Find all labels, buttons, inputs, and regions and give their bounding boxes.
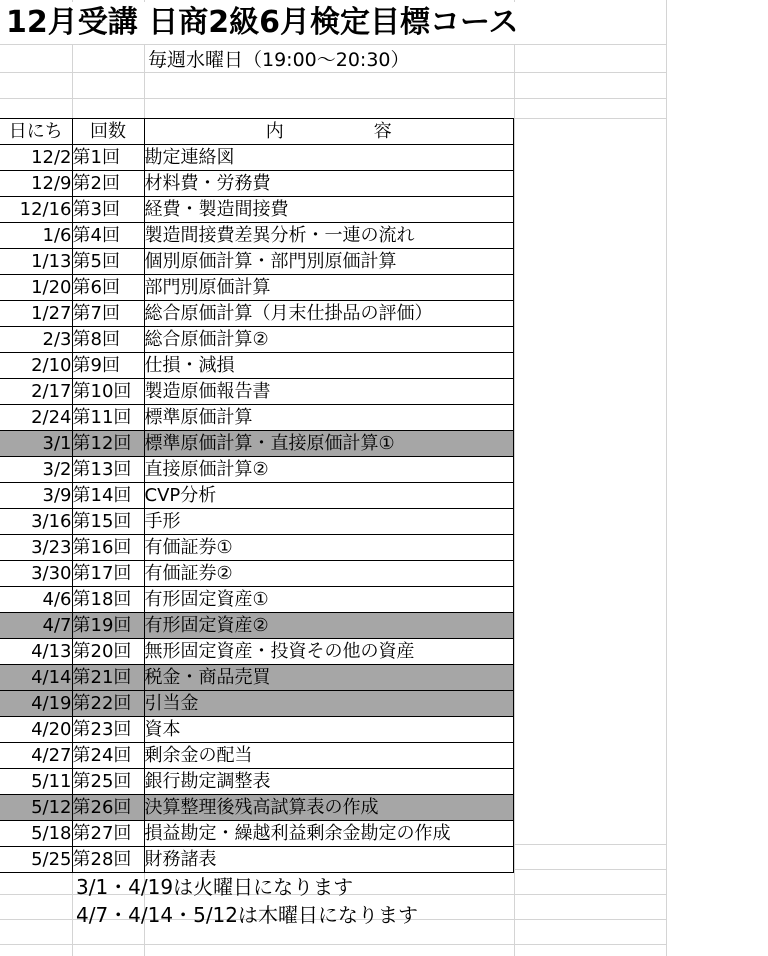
- row-topic: 総合原価計算②: [144, 327, 514, 353]
- row-number: 第1回: [72, 145, 144, 171]
- row-number: 第16回: [72, 535, 144, 561]
- row-topic: 剰余金の配当: [144, 743, 514, 769]
- row-topic: CVP分析: [144, 483, 514, 509]
- row-date: 12/9: [0, 171, 72, 197]
- row-topic: 標準原価計算: [144, 405, 514, 431]
- row-topic: 勘定連絡図: [144, 145, 514, 171]
- table-row: [0, 795, 514, 821]
- note-tuesday: 3/1・4/19は火曜日になります: [76, 875, 354, 899]
- row-topic: 直接原価計算②: [144, 457, 514, 483]
- row-date: 1/6: [0, 223, 72, 249]
- row-topic: 有形固定資産①: [144, 587, 514, 613]
- row-date: 5/25: [0, 847, 72, 873]
- table-row: [0, 457, 514, 483]
- row-topic: 製造間接費差異分析・一連の流れ: [144, 223, 514, 249]
- row-date: 3/1: [0, 431, 72, 457]
- table-row: [0, 301, 514, 327]
- table-row: [0, 717, 514, 743]
- row-number: 第3回: [72, 197, 144, 223]
- row-date: 3/9: [0, 483, 72, 509]
- row-date: 4/14: [0, 665, 72, 691]
- row-topic: 標準原価計算・直接原価計算①: [144, 431, 514, 457]
- row-number: 第8回: [72, 327, 144, 353]
- row-date: 1/13: [0, 249, 72, 275]
- row-topic: 部門別原価計算: [144, 275, 514, 301]
- row-number: 第21回: [72, 665, 144, 691]
- row-topic: 製造原価報告書: [144, 379, 514, 405]
- gridline-vertical: [666, 0, 667, 956]
- row-topic: 個別原価計算・部門別原価計算: [144, 249, 514, 275]
- table-row: [0, 431, 514, 457]
- table-row: [0, 223, 514, 249]
- row-number: 第9回: [72, 353, 144, 379]
- table-row: [0, 379, 514, 405]
- row-number: 第2回: [72, 171, 144, 197]
- row-topic: 総合原価計算（月末仕掛品の評価）: [144, 301, 514, 327]
- row-date: 5/12: [0, 795, 72, 821]
- schedule-subtitle: 毎週水曜日（19:00～20:30）: [148, 49, 410, 71]
- row-date: 3/2: [0, 457, 72, 483]
- row-date: 1/27: [0, 301, 72, 327]
- table-row: [0, 847, 514, 873]
- table-row: [0, 275, 514, 301]
- table-row: [0, 145, 514, 171]
- row-date: 4/7: [0, 613, 72, 639]
- row-date: 4/6: [0, 587, 72, 613]
- gridline-vertical: [514, 0, 515, 956]
- row-date: 4/13: [0, 639, 72, 665]
- row-topic: 無形固定資産・投資その他の資産: [144, 639, 514, 665]
- row-topic: 財務諸表: [144, 847, 514, 873]
- row-number: 第7回: [72, 301, 144, 327]
- row-number: 第18回: [72, 587, 144, 613]
- gridline-horizontal: [0, 944, 666, 945]
- row-date: 3/30: [0, 561, 72, 587]
- row-topic: 資本: [144, 717, 514, 743]
- row-number: 第5回: [72, 249, 144, 275]
- row-number: 第23回: [72, 717, 144, 743]
- row-topic: 材料費・労務費: [144, 171, 514, 197]
- table-row: [0, 197, 514, 223]
- table-row: [0, 405, 514, 431]
- schedule-table: [0, 118, 514, 873]
- row-date: 1/20: [0, 275, 72, 301]
- row-number: 第19回: [72, 613, 144, 639]
- header-topic: 内 容: [144, 119, 514, 145]
- row-date: 2/10: [0, 353, 72, 379]
- row-number: 第22回: [72, 691, 144, 717]
- row-number: 第28回: [72, 847, 144, 873]
- table-header-row: [0, 119, 514, 145]
- gridline-horizontal: [0, 72, 666, 73]
- row-number: 第15回: [72, 509, 144, 535]
- table-row: [0, 535, 514, 561]
- table-row: [0, 327, 514, 353]
- row-number: 第14回: [72, 483, 144, 509]
- row-date: 12/16: [0, 197, 72, 223]
- row-topic: 仕損・減損: [144, 353, 514, 379]
- table-row: [0, 483, 514, 509]
- table-row: [0, 509, 514, 535]
- row-date: 4/20: [0, 717, 72, 743]
- row-topic: 決算整理後残高試算表の作成: [144, 795, 514, 821]
- row-date: 2/24: [0, 405, 72, 431]
- row-date: 2/17: [0, 379, 72, 405]
- note-thursday: 4/7・4/14・5/12は木曜日になります: [76, 903, 419, 927]
- row-topic: 有価証券②: [144, 561, 514, 587]
- table-row: [0, 743, 514, 769]
- row-topic: 銀行勘定調整表: [144, 769, 514, 795]
- table-row: [0, 665, 514, 691]
- table-row: [0, 353, 514, 379]
- row-topic: 有価証券①: [144, 535, 514, 561]
- row-number: 第10回: [72, 379, 144, 405]
- gridline-horizontal: [0, 44, 666, 45]
- row-date: 12/2: [0, 145, 72, 171]
- table-row: [0, 249, 514, 275]
- row-topic: 税金・商品売買: [144, 665, 514, 691]
- row-number: 第11回: [72, 405, 144, 431]
- row-number: 第13回: [72, 457, 144, 483]
- row-number: 第25回: [72, 769, 144, 795]
- row-number: 第27回: [72, 821, 144, 847]
- row-date: 2/3: [0, 327, 72, 353]
- row-number: 第4回: [72, 223, 144, 249]
- row-number: 第20回: [72, 639, 144, 665]
- table-row: [0, 691, 514, 717]
- row-number: 第17回: [72, 561, 144, 587]
- header-date: 日にち: [0, 119, 72, 145]
- row-date: 3/16: [0, 509, 72, 535]
- table-row: [0, 561, 514, 587]
- table-row: [0, 821, 514, 847]
- table-row: [0, 613, 514, 639]
- row-topic: 経費・製造間接費: [144, 197, 514, 223]
- page-title: 12月受講 日商2級6月検定目標コース: [6, 2, 522, 44]
- row-date: 4/27: [0, 743, 72, 769]
- row-topic: 有形固定資産②: [144, 613, 514, 639]
- row-topic: 損益勘定・繰越利益剰余金勘定の作成: [144, 821, 514, 847]
- row-number: 第24回: [72, 743, 144, 769]
- row-number: 第6回: [72, 275, 144, 301]
- row-date: 4/19: [0, 691, 72, 717]
- gridline-horizontal: [0, 98, 666, 99]
- row-number: 第26回: [72, 795, 144, 821]
- row-number: 第12回: [72, 431, 144, 457]
- row-date: 5/18: [0, 821, 72, 847]
- table-row: [0, 587, 514, 613]
- row-date: 3/23: [0, 535, 72, 561]
- row-topic: 手形: [144, 509, 514, 535]
- header-number: 回数: [72, 119, 144, 145]
- table-row: [0, 171, 514, 197]
- row-topic: 引当金: [144, 691, 514, 717]
- row-date: 5/11: [0, 769, 72, 795]
- table-row: [0, 769, 514, 795]
- table-row: [0, 639, 514, 665]
